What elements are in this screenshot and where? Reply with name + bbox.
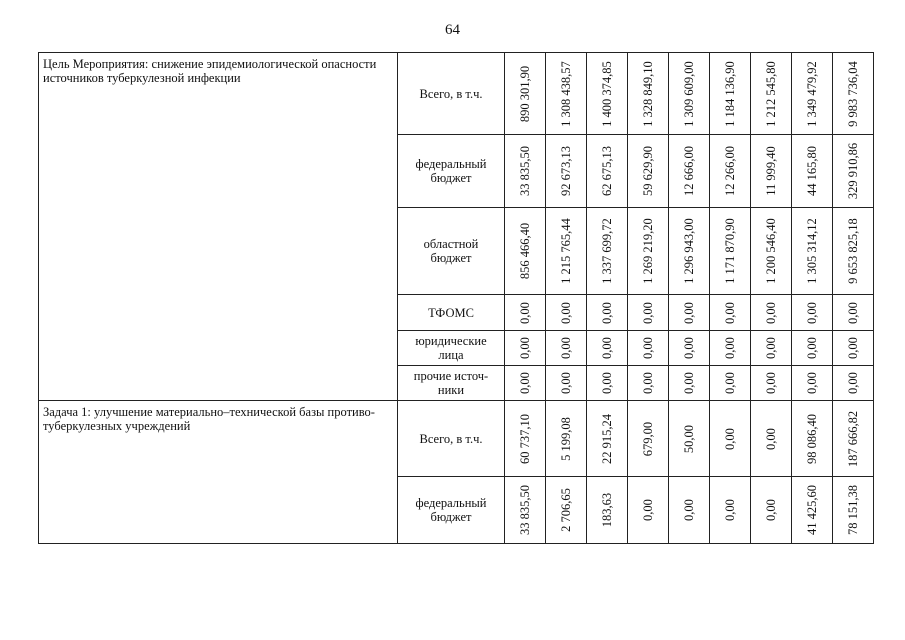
value-text: 12 666,00 — [682, 146, 696, 196]
funding-source: областной бюджет — [398, 208, 505, 295]
value-cell — [751, 401, 792, 477]
section-description: Задача 1: улучшение материально–технической базы противо-туберкулезных учреждений — [39, 401, 398, 544]
value-cell — [669, 366, 710, 401]
value-text: 22 915,24 — [600, 413, 614, 464]
value-text: 0,00 — [641, 301, 655, 324]
value-cell — [669, 331, 710, 366]
value-cell — [628, 53, 669, 135]
funding-source: федеральный бюджет — [398, 477, 505, 544]
value-text: 183,63 — [600, 492, 614, 528]
funding-source: федеральный бюджет — [398, 135, 505, 208]
value-text: 1 308 438,57 — [559, 60, 573, 127]
funding-source: Всего, в т.ч. — [398, 401, 505, 477]
value-text: 5 199,08 — [559, 416, 573, 461]
section-description: Цель Мероприятия: снижение эпидемиологической опасности источников туберкулезной инфекции — [39, 53, 398, 401]
value-text: 2 706,65 — [559, 488, 573, 532]
value-cell — [587, 53, 628, 135]
value-text: 0,00 — [641, 372, 655, 394]
value-cell — [710, 135, 751, 208]
value-cell — [669, 477, 710, 544]
value-cell — [833, 366, 874, 401]
value-text: 187 666,82 — [846, 410, 860, 467]
value-text: 0,00 — [846, 337, 860, 359]
value-text: 62 675,13 — [600, 146, 614, 196]
value-cell — [505, 477, 546, 544]
value-text: 0,00 — [805, 372, 819, 394]
value-cell — [710, 477, 751, 544]
value-cell — [751, 53, 792, 135]
value-text: 0,00 — [682, 499, 696, 521]
value-text: 0,00 — [764, 372, 778, 394]
value-cell — [628, 295, 669, 331]
value-cell — [751, 135, 792, 208]
value-cell — [546, 366, 587, 401]
value-cell — [751, 208, 792, 295]
page-number: 64 — [445, 22, 460, 38]
value-text: 0,00 — [764, 499, 778, 521]
value-text: 0,00 — [723, 301, 737, 324]
value-text: 679,00 — [641, 421, 655, 456]
value-cell — [505, 135, 546, 208]
value-cell — [587, 401, 628, 477]
value-cell — [669, 401, 710, 477]
value-cell — [792, 366, 833, 401]
value-cell — [628, 401, 669, 477]
value-cell — [710, 331, 751, 366]
value-text: 0,00 — [600, 301, 614, 324]
value-text: 0,00 — [723, 372, 737, 394]
value-cell — [505, 295, 546, 331]
value-text: 60 737,10 — [518, 413, 532, 464]
value-text: 0,00 — [518, 301, 532, 324]
value-text: 856 466,40 — [518, 222, 532, 280]
value-cell — [669, 208, 710, 295]
value-text: 33 835,50 — [518, 485, 532, 535]
value-text: 0,00 — [846, 372, 860, 394]
value-text: 1 349 479,92 — [805, 60, 819, 127]
value-cell — [587, 135, 628, 208]
value-text: 0,00 — [764, 301, 778, 324]
value-text: 1 400 374,85 — [600, 60, 614, 127]
value-text: 1 184 136,90 — [723, 60, 737, 127]
value-cell — [628, 477, 669, 544]
value-cell — [710, 53, 751, 135]
value-text: 0,00 — [764, 427, 778, 450]
value-text: 1 337 699,72 — [600, 218, 614, 284]
value-text: 1 309 609,00 — [682, 60, 696, 127]
value-cell — [628, 208, 669, 295]
value-text: 1 296 943,00 — [682, 218, 696, 284]
value-cell — [669, 295, 710, 331]
value-cell — [546, 135, 587, 208]
value-cell — [587, 295, 628, 331]
value-cell — [710, 208, 751, 295]
value-text: 0,00 — [600, 337, 614, 359]
value-cell — [792, 295, 833, 331]
value-cell — [546, 401, 587, 477]
value-cell — [505, 208, 546, 295]
value-cell — [587, 477, 628, 544]
value-text: 0,00 — [518, 372, 532, 394]
funding-source: юридические лица — [398, 331, 505, 366]
value-text: 0,00 — [723, 499, 737, 521]
value-cell — [546, 477, 587, 544]
value-cell — [505, 366, 546, 401]
value-text: 12 266,00 — [723, 146, 737, 196]
value-text: 890 301,90 — [518, 65, 532, 122]
value-text: 50,00 — [682, 424, 696, 453]
value-text: 0,00 — [764, 337, 778, 359]
value-cell — [587, 208, 628, 295]
value-cell — [505, 53, 546, 135]
value-text: 0,00 — [723, 337, 737, 359]
value-text: 1 328 849,10 — [641, 60, 655, 127]
value-cell — [833, 477, 874, 544]
value-cell — [792, 53, 833, 135]
value-cell — [751, 477, 792, 544]
value-cell — [546, 208, 587, 295]
value-text: 59 629,90 — [641, 146, 655, 196]
value-text: 11 999,40 — [764, 146, 778, 196]
value-cell — [833, 53, 874, 135]
value-text: 0,00 — [559, 301, 573, 324]
value-cell — [792, 331, 833, 366]
value-cell — [587, 366, 628, 401]
value-cell — [669, 53, 710, 135]
value-cell — [628, 366, 669, 401]
value-text: 1 215 765,44 — [559, 218, 573, 284]
budget-table — [38, 52, 874, 544]
value-text: 92 673,13 — [559, 146, 573, 196]
value-text: 1 200 546,40 — [764, 218, 778, 284]
value-cell — [792, 135, 833, 208]
value-text: 1 269 219,20 — [641, 218, 655, 284]
value-text: 0,00 — [600, 372, 614, 394]
value-text: 0,00 — [641, 499, 655, 521]
value-cell — [833, 135, 874, 208]
value-cell — [628, 135, 669, 208]
value-text: 0,00 — [682, 301, 696, 324]
value-cell — [710, 295, 751, 331]
value-cell — [505, 401, 546, 477]
value-text: 1 171 870,90 — [723, 218, 737, 284]
value-cell — [628, 331, 669, 366]
value-cell — [710, 366, 751, 401]
value-text: 0,00 — [682, 372, 696, 394]
table-row — [39, 401, 874, 477]
value-text: 9 653 825,18 — [846, 218, 860, 284]
value-cell — [833, 295, 874, 331]
value-text: 1 212 545,80 — [764, 60, 778, 127]
value-cell — [710, 401, 751, 477]
value-cell — [751, 331, 792, 366]
value-text: 0,00 — [682, 337, 696, 359]
table-row — [39, 53, 874, 135]
value-text: 0,00 — [805, 337, 819, 359]
value-text: 0,00 — [805, 301, 819, 324]
value-cell — [792, 208, 833, 295]
value-cell — [546, 331, 587, 366]
value-text: 0,00 — [559, 337, 573, 359]
value-cell — [546, 53, 587, 135]
value-cell — [546, 295, 587, 331]
value-cell — [505, 331, 546, 366]
value-cell — [833, 401, 874, 477]
value-cell — [751, 295, 792, 331]
value-text: 0,00 — [518, 337, 532, 359]
value-text: 33 835,50 — [518, 146, 532, 196]
value-cell — [587, 331, 628, 366]
funding-source: прочие источ-ники — [398, 366, 505, 401]
value-cell — [751, 366, 792, 401]
value-text: 41 425,60 — [805, 485, 819, 535]
value-text: 78 151,38 — [846, 485, 860, 535]
value-text: 44 165,80 — [805, 146, 819, 196]
funding-source: ТФОМС — [398, 295, 505, 331]
value-cell — [792, 477, 833, 544]
value-text: 1 305 314,12 — [805, 218, 819, 284]
value-cell — [833, 331, 874, 366]
value-text: 329 910,86 — [846, 142, 860, 200]
value-text: 0,00 — [559, 372, 573, 394]
value-text: 9 983 736,04 — [846, 60, 860, 127]
value-text: 0,00 — [723, 427, 737, 450]
value-text: 0,00 — [641, 337, 655, 359]
value-cell — [669, 135, 710, 208]
value-cell — [833, 208, 874, 295]
value-cell — [792, 401, 833, 477]
value-text: 98 086,40 — [805, 413, 819, 464]
value-text: 0,00 — [846, 301, 860, 324]
funding-source: Всего, в т.ч. — [398, 53, 505, 135]
